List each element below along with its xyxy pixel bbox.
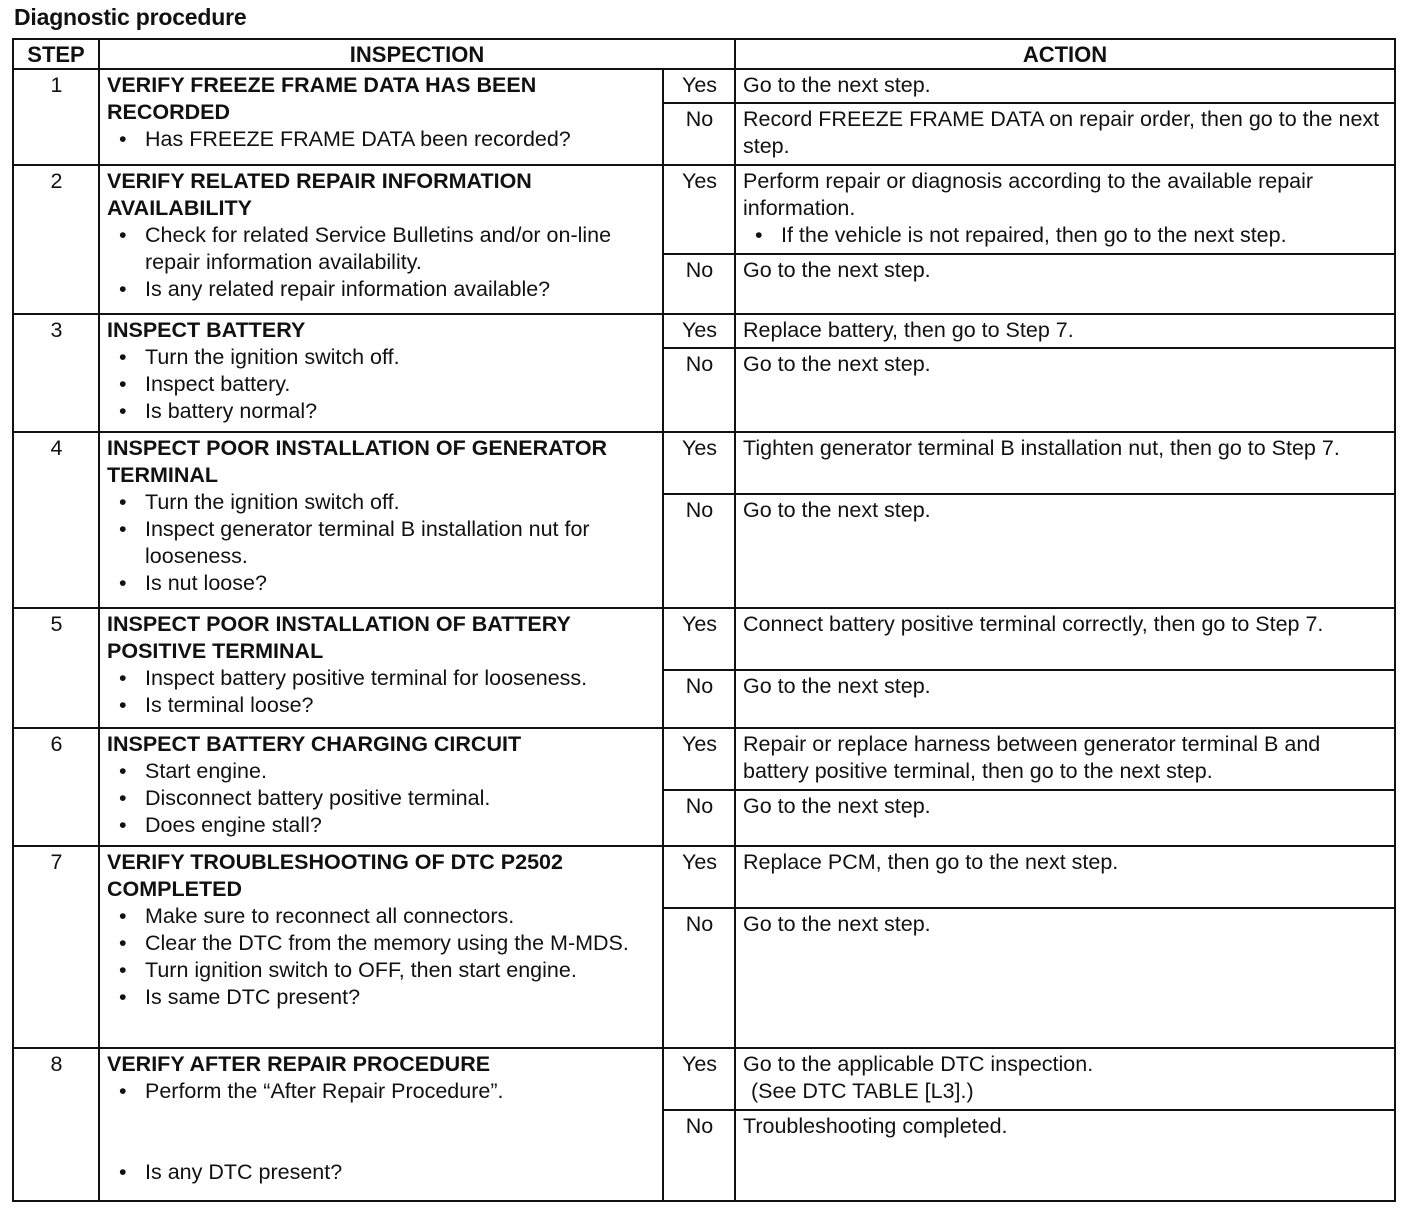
inspection-title: INSPECT BATTERY CHARGING CIRCUIT bbox=[107, 732, 522, 756]
yes-action: Go to the next step. bbox=[735, 69, 1395, 103]
inspection-cell bbox=[99, 1048, 663, 1201]
step-3-yes-row bbox=[13, 314, 1395, 348]
inspection-bullet: • Disconnect battery positive terminal. bbox=[107, 785, 656, 812]
header-inspection: INSPECTION bbox=[99, 39, 735, 69]
no-label: No bbox=[663, 494, 735, 608]
no-action: Go to the next step. bbox=[735, 254, 1395, 314]
step-7-yes-row bbox=[13, 846, 1395, 908]
yes-label: Yes bbox=[663, 728, 735, 790]
step-number: 2 bbox=[13, 165, 99, 314]
yes-action-reference: (See DTC TABLE [L3].) bbox=[751, 1079, 974, 1103]
inspection-bullet: • Turn the ignition switch off. bbox=[107, 344, 656, 371]
inspection-bullet: • Perform the “After Repair Procedure”. bbox=[107, 1078, 656, 1105]
inspection-title: INSPECT BATTERY bbox=[107, 318, 306, 342]
yes-label: Yes bbox=[663, 69, 735, 103]
inspection-title: VERIFY RELATED REPAIR INFORMATION AVAILABILITY bbox=[107, 169, 532, 220]
no-label: No bbox=[663, 103, 735, 165]
inspection-bullet: • Turn the ignition switch off. bbox=[107, 489, 656, 516]
no-label: No bbox=[663, 348, 735, 432]
yes-label: Yes bbox=[663, 1048, 735, 1110]
yes-action-cell bbox=[735, 165, 1395, 254]
yes-label: Yes bbox=[663, 608, 735, 670]
action-bullet: • If the vehicle is not repaired, then go to the next step. bbox=[743, 222, 1388, 249]
inspection-bullet: • Inspect battery positive terminal for looseness. bbox=[107, 665, 656, 692]
no-action: Go to the next step. bbox=[735, 670, 1395, 728]
step-number: 7 bbox=[13, 846, 99, 1048]
inspection-title: INSPECT POOR INSTALLATION OF GENERATOR TERMINAL bbox=[107, 436, 608, 487]
page-title: Diagnostic procedure bbox=[14, 4, 247, 30]
step-5-yes-row bbox=[13, 608, 1395, 670]
yes-label: Yes bbox=[663, 432, 735, 494]
inspection-bullet: • Inspect generator terminal B installation nut for looseness. bbox=[107, 516, 656, 570]
yes-action: Go to the applicable DTC inspection. bbox=[743, 1052, 1094, 1076]
yes-action: Connect battery positive terminal correctly, then go to Step 7. bbox=[735, 608, 1395, 670]
inspection-cell bbox=[99, 846, 663, 1048]
no-action: Go to the next step. bbox=[735, 348, 1395, 432]
inspection-bullet: • Turn ignition switch to OFF, then start engine. bbox=[107, 957, 656, 984]
inspection-bullet: • Has FREEZE FRAME DATA been recorded? bbox=[107, 126, 656, 153]
step-1-yes-row bbox=[13, 69, 1395, 103]
yes-action-cell bbox=[735, 1048, 1395, 1110]
inspection-bullet: • Check for related Service Bulletins and/or on-line repair information availability. bbox=[107, 222, 656, 276]
yes-action: Replace PCM, then go to the next step. bbox=[735, 846, 1395, 908]
bullet-spacer bbox=[107, 1105, 656, 1159]
no-action: Record FREEZE FRAME DATA on repair order, then go to the next step. bbox=[735, 103, 1395, 165]
step-number: 5 bbox=[13, 608, 99, 728]
inspection-cell bbox=[99, 69, 663, 165]
yes-action: Repair or replace harness between generator terminal B and battery positive terminal, then go to the next step. bbox=[735, 728, 1395, 790]
no-label: No bbox=[663, 908, 735, 1048]
inspection-title: INSPECT POOR INSTALLATION OF BATTERY POSITIVE TERMINAL bbox=[107, 612, 571, 663]
inspection-cell bbox=[99, 608, 663, 728]
inspection-cell bbox=[99, 165, 663, 314]
no-label: No bbox=[663, 790, 735, 846]
no-label: No bbox=[663, 1110, 735, 1201]
header-row bbox=[13, 39, 1395, 69]
step-number: 4 bbox=[13, 432, 99, 608]
inspection-title: VERIFY FREEZE FRAME DATA HAS BEEN RECORDED bbox=[107, 73, 537, 124]
inspection-bullet: • Is terminal loose? bbox=[107, 692, 656, 719]
inspection-bullet: • Is any DTC present? bbox=[107, 1159, 656, 1186]
yes-action: Tighten generator terminal B installation nut, then go to Step 7. bbox=[735, 432, 1395, 494]
yes-action: Perform repair or diagnosis according to the available repair information. bbox=[743, 169, 1314, 220]
step-4-yes-row bbox=[13, 432, 1395, 494]
yes-action: Replace battery, then go to Step 7. bbox=[735, 314, 1395, 348]
step-8-yes-row bbox=[13, 1048, 1395, 1110]
inspection-bullet: • Clear the DTC from the memory using the M-MDS. bbox=[107, 930, 656, 957]
no-action: Go to the next step. bbox=[735, 790, 1395, 846]
inspection-bullet: • Is battery normal? bbox=[107, 398, 656, 425]
step-number: 1 bbox=[13, 69, 99, 165]
yes-label: Yes bbox=[663, 846, 735, 908]
inspection-bullet: • Make sure to reconnect all connectors. bbox=[107, 903, 656, 930]
inspection-cell bbox=[99, 314, 663, 432]
inspection-bullet: • Start engine. bbox=[107, 758, 656, 785]
no-action: Go to the next step. bbox=[735, 908, 1395, 1048]
no-label: No bbox=[663, 254, 735, 314]
inspection-cell bbox=[99, 432, 663, 608]
step-number: 8 bbox=[13, 1048, 99, 1201]
inspection-bullet: • Is nut loose? bbox=[107, 570, 656, 597]
inspection-bullet: • Inspect battery. bbox=[107, 371, 656, 398]
inspection-bullet: • Is any related repair information available? bbox=[107, 276, 656, 303]
no-action: Go to the next step. bbox=[735, 494, 1395, 608]
step-6-yes-row bbox=[13, 728, 1395, 790]
diagnostic-procedure-table bbox=[12, 38, 1396, 1202]
yes-label: Yes bbox=[663, 165, 735, 254]
step-2-yes-row bbox=[13, 165, 1395, 254]
inspection-cell bbox=[99, 728, 663, 846]
header-action: ACTION bbox=[735, 39, 1395, 69]
yes-label: Yes bbox=[663, 314, 735, 348]
no-label: No bbox=[663, 670, 735, 728]
inspection-bullet: • Does engine stall? bbox=[107, 812, 656, 839]
header-step: STEP bbox=[13, 39, 99, 69]
step-number: 3 bbox=[13, 314, 99, 432]
step-number: 6 bbox=[13, 728, 99, 846]
inspection-bullet: • Is same DTC present? bbox=[107, 984, 656, 1011]
no-action: Troubleshooting completed. bbox=[735, 1110, 1395, 1201]
inspection-title: VERIFY TROUBLESHOOTING OF DTC P2502 COMPLETED bbox=[107, 850, 563, 901]
inspection-title: VERIFY AFTER REPAIR PROCEDURE bbox=[107, 1052, 491, 1076]
